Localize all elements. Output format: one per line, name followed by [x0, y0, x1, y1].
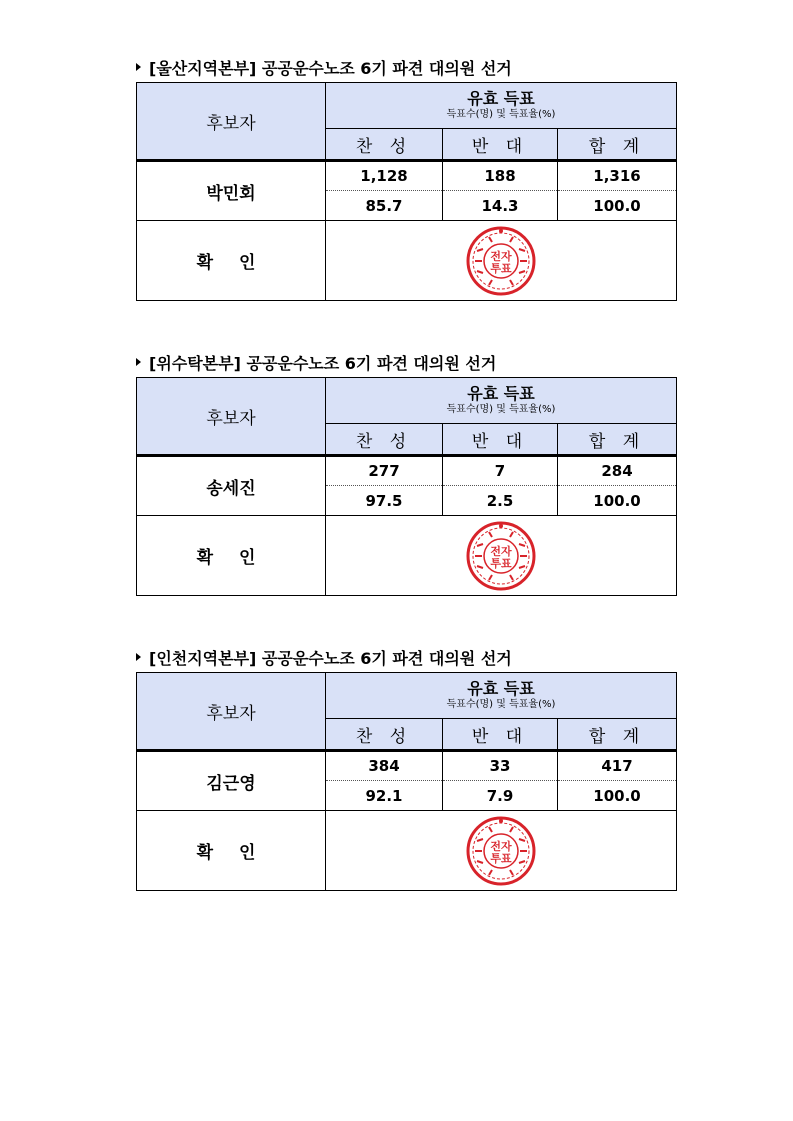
- valid-votes-header: [326, 83, 677, 129]
- svg-text:투표: 투표: [490, 261, 512, 275]
- count-against: 7: [443, 456, 558, 486]
- count-against: 33: [443, 751, 558, 781]
- against-header: 반 대: [443, 424, 558, 456]
- section-title-text: [위수탁본부] 공공운수노조 6기 파견 대의원 선거: [149, 353, 497, 373]
- section-title: [136, 646, 676, 668]
- for-header: 찬 성: [326, 719, 443, 751]
- official-seal-icon: [465, 815, 537, 887]
- valid-votes-title: 유효 득표: [467, 678, 535, 698]
- valid-votes-title: 유효 득표: [467, 383, 535, 403]
- rate-for: 85.7: [326, 191, 443, 221]
- candidate-name: 김근영: [137, 751, 326, 811]
- candidate-header: 후보자: [137, 673, 326, 751]
- valid-votes-subtitle: 득표수(명) 및 득표율(%): [446, 403, 556, 415]
- svg-text:투표: 투표: [490, 851, 512, 865]
- valid-votes-subtitle: 득표수(명) 및 득표율(%): [446, 108, 556, 120]
- rate-total: 100.0: [558, 486, 677, 516]
- confirm-label: 확 인: [137, 516, 326, 596]
- svg-text:전자: 전자: [490, 839, 512, 853]
- rate-total: 100.0: [558, 191, 677, 221]
- candidate-header: 후보자: [137, 83, 326, 161]
- section-title: [136, 351, 676, 373]
- rate-against: 14.3: [443, 191, 558, 221]
- bullet-triangle-icon: [136, 653, 141, 661]
- total-header: 합 계: [558, 719, 677, 751]
- svg-text:전자: 전자: [490, 544, 512, 558]
- bullet-triangle-icon: [136, 63, 141, 71]
- against-header: 반 대: [443, 129, 558, 161]
- confirm-seal-cell: [326, 221, 677, 301]
- count-for: 384: [326, 751, 443, 781]
- count-for: 1,128: [326, 161, 443, 191]
- confirm-seal-cell: [326, 516, 677, 596]
- section-title-text: [인천지역본부] 공공운수노조 6기 파견 대의원 선거: [149, 648, 512, 668]
- total-header: 합 계: [558, 129, 677, 161]
- rate-for: 97.5: [326, 486, 443, 516]
- candidate-name: 박민회: [137, 161, 326, 221]
- official-seal-icon: [465, 225, 537, 297]
- count-total: 417: [558, 751, 677, 781]
- against-header: 반 대: [443, 719, 558, 751]
- bullet-triangle-icon: [136, 358, 141, 366]
- confirm-label: 확 인: [137, 221, 326, 301]
- svg-text:전자: 전자: [490, 249, 512, 263]
- valid-votes-header: [326, 378, 677, 424]
- vote-result-table: [136, 672, 677, 891]
- count-total: 284: [558, 456, 677, 486]
- valid-votes-title: 유효 득표: [467, 88, 535, 108]
- section-title: [136, 56, 676, 78]
- count-total: 1,316: [558, 161, 677, 191]
- confirm-label: 확 인: [137, 811, 326, 891]
- rate-for: 92.1: [326, 781, 443, 811]
- confirm-seal-cell: [326, 811, 677, 891]
- count-against: 188: [443, 161, 558, 191]
- total-header: 합 계: [558, 424, 677, 456]
- valid-votes-subtitle: 득표수(명) 및 득표율(%): [446, 698, 556, 710]
- rate-against: 7.9: [443, 781, 558, 811]
- rate-against: 2.5: [443, 486, 558, 516]
- vote-result-table: [136, 82, 677, 301]
- official-seal-icon: [465, 520, 537, 592]
- valid-votes-header: [326, 673, 677, 719]
- election-section-3: [136, 646, 676, 891]
- election-section-1: [136, 56, 676, 301]
- election-section-2: [136, 351, 676, 596]
- vote-result-table: [136, 377, 677, 596]
- for-header: 찬 성: [326, 129, 443, 161]
- candidate-name: 송세진: [137, 456, 326, 516]
- rate-total: 100.0: [558, 781, 677, 811]
- section-title-text: [울산지역본부] 공공운수노조 6기 파견 대의원 선거: [149, 58, 512, 78]
- for-header: 찬 성: [326, 424, 443, 456]
- candidate-header: 후보자: [137, 378, 326, 456]
- count-for: 277: [326, 456, 443, 486]
- svg-text:투표: 투표: [490, 556, 512, 570]
